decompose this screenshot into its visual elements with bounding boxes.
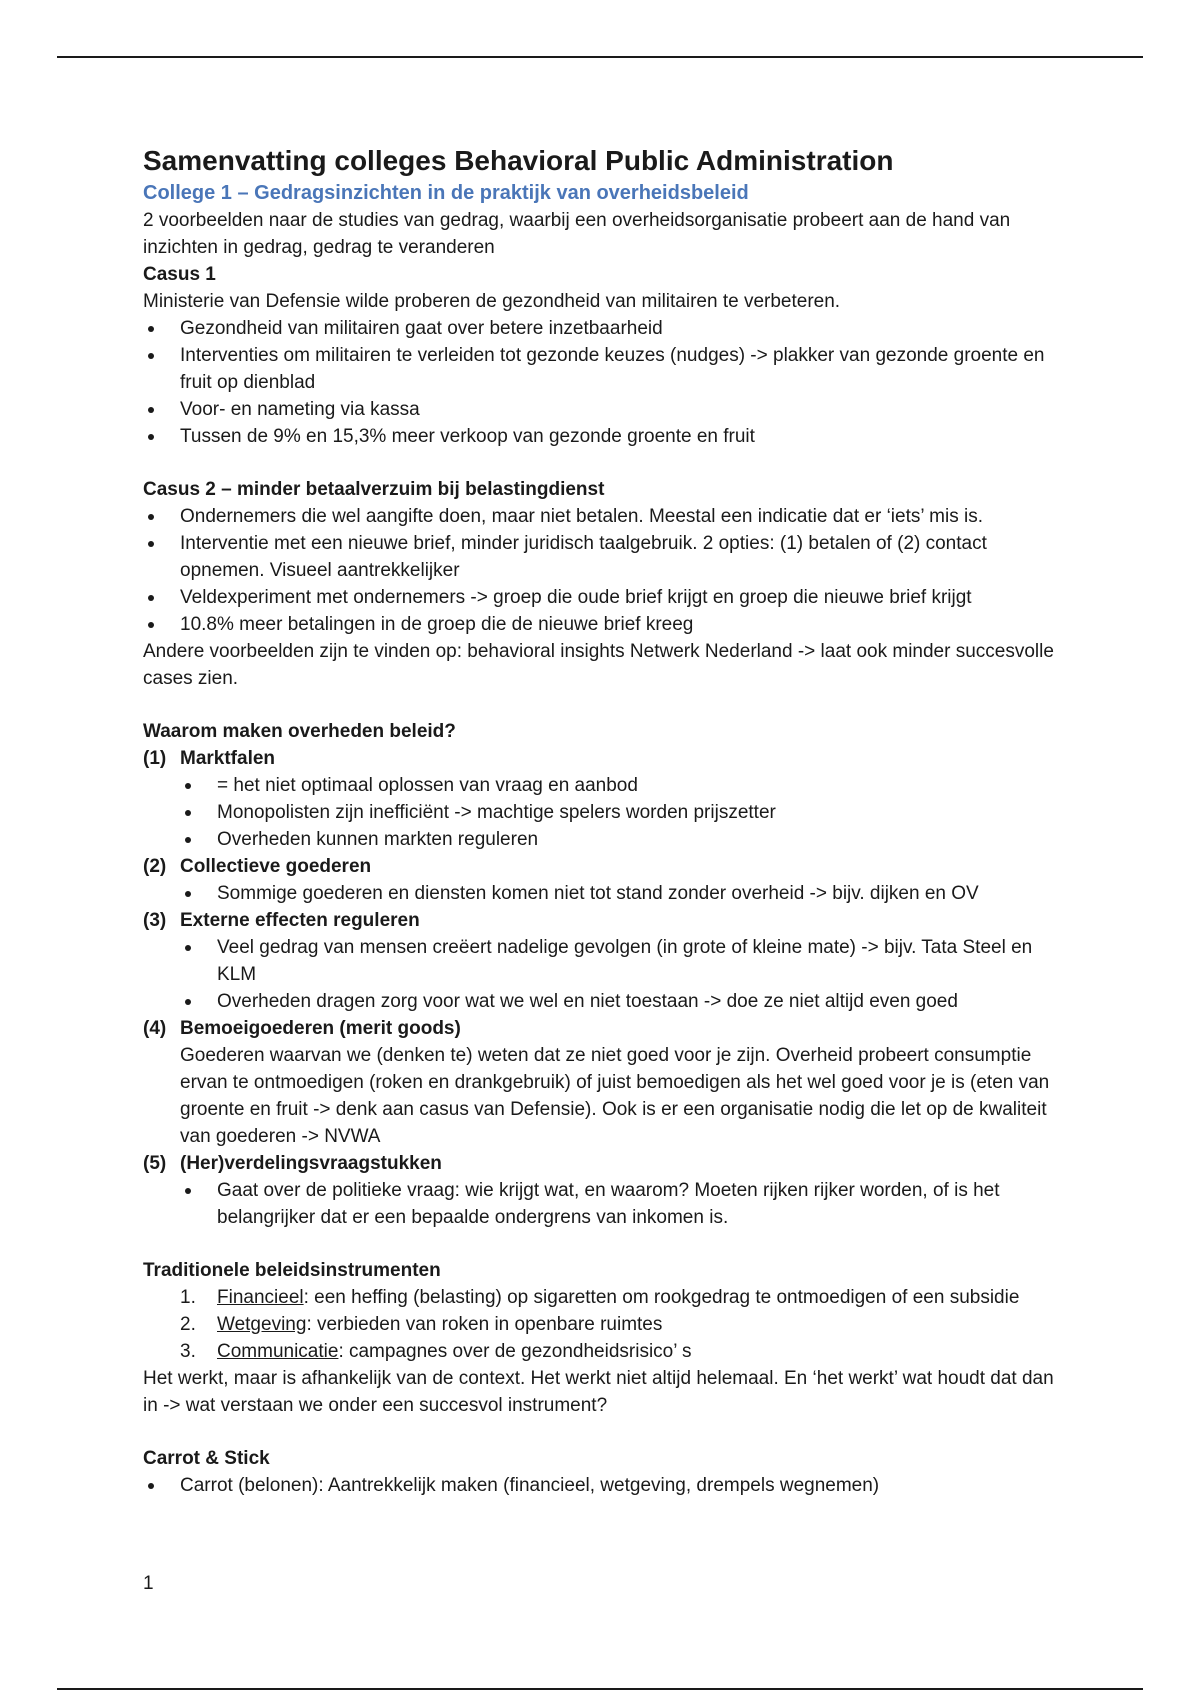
item-title: Marktfalen [180,748,276,769]
waarom-item-collectieve-goederen [143,853,1073,880]
instrument-text: : een heffing (belasting) op sigaretten om rookgedrag te ontmoedigen of een subsidie [303,1287,1020,1308]
list-item: Gaat over de politieke vraag: wie krijgt wat, en waarom? Moeten rijken rijker worden, of is het belangrijker dat er een bepaalde ondergrens van inkomen is. [180,1177,1073,1231]
herverdeling-list [143,1177,1073,1231]
list-item: Interventies om militairen te verleiden tot gezonde keuzes (nudges) -> plakker van gezonde groente en fruit op dienblad [143,342,1073,396]
item-title: Bemoeigoederen (merit goods) [180,1018,461,1039]
casus1-list [143,315,1073,450]
waarom-heading: Waarom maken overheden beleid? [143,721,456,742]
item-text: Goederen waarvan we (denken te) weten dat ze niet goed voor je zijn. Overheid probeert consumptie ervan te ontmoedigen (roken en drankgebruik) of juist bemoedigen als het wel goed voor je is (eten van groente en fruit -> denk aan casus van Defensie). Ook is er een organisatie nodig die let op de kwaliteit van goederen -> NVWA [180,1045,1050,1147]
list-item: Overheden kunnen markten reguleren [180,826,1073,853]
list-item: Monopolisten zijn inefficiënt -> machtige spelers worden prijszetter [180,799,1073,826]
casus2-heading: Casus 2 – minder betaalverzuim bij belastingdienst [143,479,605,500]
list-item: Ondernemers die wel aangifte doen, maar niet betalen. Meestal een indicatie dat er ‘iets’ mis is. [143,503,1073,530]
item-number: (3) [143,910,167,931]
casus2-outro: Andere voorbeelden zijn te vinden op: behavioral insights Netwerk Nederland -> laat ook minder succesvolle cases zien. [143,641,1054,689]
instrument-text: : campagnes over de gezondheidsrisico’ s [338,1341,692,1362]
waarom-item-marktfalen [143,745,1073,772]
carrot-heading: Carrot & Stick [143,1448,270,1469]
list-item: Gezondheid van militairen gaat over betere inzetbaarheid [143,315,1073,342]
list-item [143,1338,1073,1365]
waarom-item-externe-effecten [143,907,1073,934]
collectieve-goederen-list [143,880,1073,907]
document-page [143,143,1073,1499]
item-title: Collectieve goederen [180,856,372,877]
item-number: (4) [143,1018,167,1039]
list-item: Sommige goederen en diensten komen niet tot stand zonder overheid -> bijv. dijken en OV [180,880,1073,907]
list-item: 10.8% meer betalingen in de groep die de nieuwe brief kreeg [143,611,1073,638]
carrot-list [143,1472,1073,1499]
list-item: Veel gedrag van mensen creëert nadelige gevolgen (in grote of kleine mate) -> bijv. Tata Steel en KLM [180,934,1073,988]
college-heading: College 1 – Gedragsinzichten in de praktijk van overheidsbeleid [143,182,749,204]
header-rule [57,56,1143,58]
waarom-list-4 [143,1015,1073,1177]
waarom-list [143,745,1073,772]
list-item: Interventie met een nieuwe brief, minder juridisch taalgebruik. 2 opties: (1) betalen of (2) contact opnemen. Visueel aantrekkelijker [143,530,1073,584]
waarom-list-2 [143,853,1073,880]
instrumenten-list [143,1284,1073,1365]
instrument-label: Wetgeving [217,1314,307,1335]
footer-rule [57,1688,1143,1690]
list-item: Veldexperiment met ondernemers -> groep die oude brief krijgt en groep die nieuwe brief krijgt [143,584,1073,611]
item-title: Externe effecten reguleren [180,910,420,931]
list-item: Voor- en nameting via kassa [143,396,1073,423]
waarom-item-bemoeigoederen [143,1015,1073,1150]
instrument-label: Financieel [217,1287,304,1308]
intro-paragraph: 2 voorbeelden naar de studies van gedrag, waarbij een overheidsorganisatie probeert aan de hand van inzichten in gedrag, gedrag te veranderen [143,210,1011,258]
instrumenten-heading: Traditionele beleidsinstrumenten [143,1260,441,1281]
casus1-text: Ministerie van Defensie wilde proberen de gezondheid van militairen te verbeteren. [143,291,841,312]
casus2-list [143,503,1073,638]
list-item: Tussen de 9% en 15,3% meer verkoop van gezonde groente en fruit [143,423,1073,450]
list-item: Overheden dragen zorg voor wat we wel en niet toestaan -> doe ze niet altijd even goed [180,988,1073,1015]
list-item [143,1284,1073,1311]
item-number: (2) [143,856,167,877]
item-number: 3. [180,1341,196,1362]
externe-effecten-list [143,934,1073,1015]
item-title: (Her)verdelingsvraagstukken [180,1153,442,1174]
item-number: (5) [143,1153,167,1174]
item-number: 2. [180,1314,196,1335]
marktfalen-list [143,772,1073,853]
waarom-item-herverdeling [143,1150,1073,1177]
instrument-text: : verbieden van roken in openbare ruimtes [306,1314,663,1335]
waarom-list-3 [143,907,1073,934]
instrumenten-outro: Het werkt, maar is afhankelijk van de context. Het werkt niet altijd helemaal. En ‘het werkt’ wat houdt dat dan in -> wat verstaan we onder een succesvol instrument? [143,1368,1054,1416]
item-number: (1) [143,748,167,769]
instrument-label: Communicatie [217,1341,339,1362]
casus1-heading: Casus 1 [143,264,216,285]
document-title: Samenvatting colleges Behavioral Public Administration [143,145,894,176]
page-number: 1 [143,1573,154,1594]
list-item [143,1311,1073,1338]
list-item: = het niet optimaal oplossen van vraag en aanbod [180,772,1073,799]
item-number: 1. [180,1287,196,1308]
list-item: Carrot (belonen): Aantrekkelijk maken (financieel, wetgeving, drempels wegnemen) [143,1472,1073,1499]
